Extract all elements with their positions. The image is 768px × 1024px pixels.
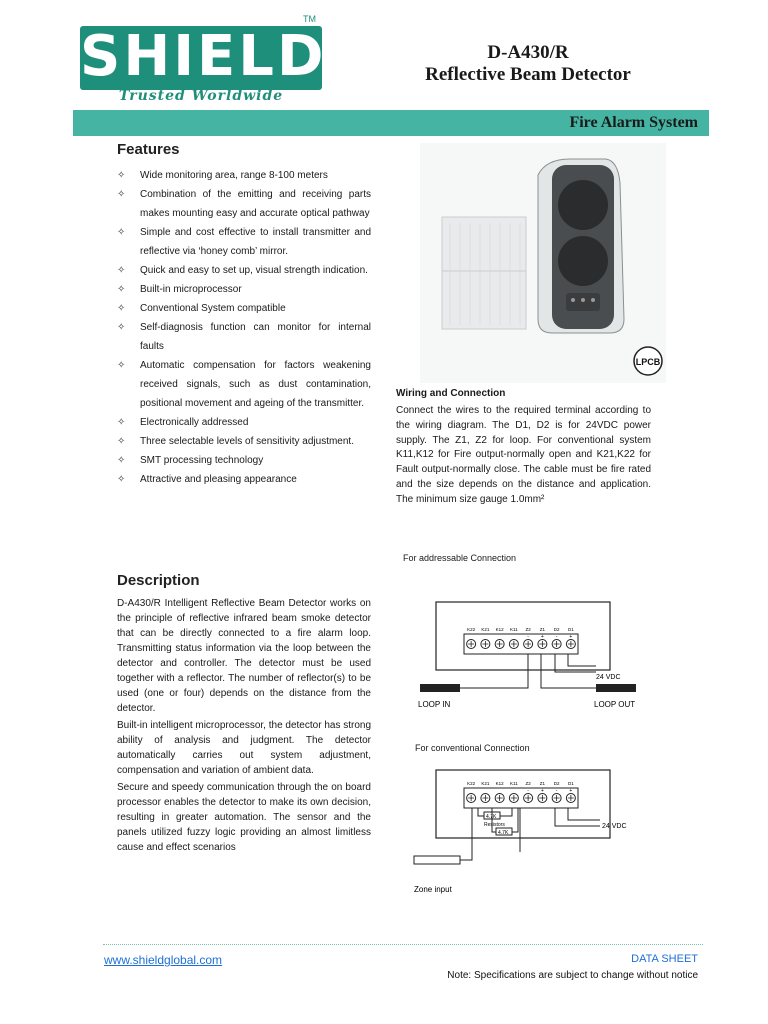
feature-text: Wide monitoring area, range 8-100 meters: [140, 170, 328, 181]
feature-text: SMT processing technology: [140, 455, 264, 466]
loop-in-cable: [420, 684, 460, 692]
svg-text:4.7K: 4.7K: [486, 814, 497, 820]
description-body: [117, 596, 371, 857]
zone-input-cable: [414, 856, 460, 864]
loop-out-label: LOOP OUT: [594, 700, 636, 709]
feature-item: [117, 451, 371, 470]
diamond-bullet-icon: ✧: [117, 170, 126, 181]
feature-item: [117, 185, 371, 223]
terminal-label: D1: [567, 627, 574, 632]
terminal-label: K12: [495, 781, 504, 786]
specification-note: Note: Specifications are subject to change without notice: [447, 970, 698, 981]
terminal-label: K21: [481, 627, 490, 632]
terminal-label: K21: [481, 781, 490, 786]
diamond-bullet-icon: ✧: [117, 189, 126, 200]
terminal-label: Z2: [525, 627, 531, 632]
diamond-bullet-icon: ✧: [117, 436, 126, 447]
conventional-caption: For conventional Connection: [415, 743, 530, 753]
feature-item: [117, 356, 371, 413]
detector-body: [538, 159, 624, 333]
footer-divider: [103, 944, 703, 945]
feature-item: [117, 166, 371, 185]
diamond-bullet-icon: ✧: [117, 322, 126, 333]
diamond-bullet-icon: ✧: [117, 360, 126, 371]
diamond-bullet-icon: ✧: [117, 265, 126, 276]
feature-item: [117, 261, 371, 280]
terminal-label: Z1: [539, 781, 546, 786]
description-heading: Description: [117, 572, 200, 589]
feature-text: Attractive and pleasing appearance: [140, 474, 297, 485]
feature-text: Conventional System compatible: [140, 303, 286, 314]
polarity-mark: -: [555, 788, 558, 794]
terminal-label: K11: [510, 781, 518, 786]
feature-text: Self-diagnosis function can monitor for internal faults: [140, 322, 371, 352]
terminal-group: [467, 781, 576, 803]
feature-item: [117, 470, 371, 489]
terminal-label: Z2: [525, 781, 531, 786]
loop-out-cable: [596, 684, 636, 692]
feature-item: [117, 318, 371, 356]
feature-text: Built-in microprocessor: [140, 284, 242, 295]
feature-item: [117, 413, 371, 432]
product-name: Reflective Beam Detector: [425, 64, 631, 85]
terminal-group: [467, 627, 576, 649]
terminal-label: D1: [567, 781, 574, 786]
lpcb-badge: [634, 347, 662, 375]
resistor-label: Resistors: [484, 822, 505, 828]
logo-wordmark: SHIELD: [80, 24, 327, 89]
svg-text:LPCB: LPCB: [635, 357, 661, 367]
trademark-mark: TM: [303, 14, 316, 24]
product-code: D-A430/R: [487, 42, 569, 63]
polarity-mark: -: [527, 634, 529, 640]
terminal-label: K22: [467, 781, 476, 786]
feature-text: Simple and cost effective to install transmitter and reflective via ‘honey comb’ mirror.: [140, 227, 371, 257]
features-list: [117, 166, 371, 489]
diamond-bullet-icon: ✧: [117, 474, 126, 485]
feature-item: [117, 280, 371, 299]
feature-text: Combination of the emitting and receiving parts makes mounting easy and accurate optical pathway: [140, 189, 371, 219]
feature-item: [117, 223, 371, 261]
wiring-text: Connect the wires to the required terminal according to the wiring diagram. The D1, D2 is for 24VDC power supply. The Z1, Z2 for loop. For conventional system K11,K12 for Fire output-normally open and K21,K22 for Fault output-normally close. The cable must be fire rated and the size depends on the distance and application. The minimum size gauge 1.0mm²: [396, 405, 651, 505]
feature-text: Electronically addressed: [140, 417, 249, 428]
addressable-wiring-diagram: [400, 590, 650, 720]
product-photo: [420, 143, 666, 383]
diamond-bullet-icon: ✧: [117, 303, 126, 314]
polarity-mark: +: [540, 788, 544, 794]
terminal-label: D2: [553, 627, 560, 632]
polarity-mark: -: [527, 788, 529, 794]
feature-item: [117, 432, 371, 451]
category-label: Fire Alarm System: [569, 114, 698, 131]
supply-label: 24 VDC: [596, 674, 621, 681]
logo-tagline: Trusted Worldwide: [118, 88, 284, 104]
terminal-label: K22: [467, 627, 476, 632]
svg-text:4.7K: 4.7K: [498, 830, 509, 836]
polarity-mark: +: [569, 788, 573, 794]
polarity-mark: +: [569, 634, 573, 640]
diamond-bullet-icon: ✧: [117, 455, 126, 466]
feature-item: [117, 299, 371, 318]
features-heading: Features: [117, 141, 180, 158]
feature-text: Three selectable levels of sensitivity adjustment.: [140, 436, 354, 447]
description-paragraph: Built-in intelligent microprocessor, the detector has strong ability of analysis and judgment. The detector automatically carries out system adjustment, compensation and variation of ambient data.: [117, 720, 372, 776]
polarity-mark: -: [555, 634, 558, 640]
conventional-wiring-diagram: [400, 760, 650, 900]
diamond-bullet-icon: ✧: [117, 227, 126, 238]
detector-housing-outline: [436, 602, 610, 670]
detector-housing-outline: [436, 770, 610, 838]
description-paragraph: D-A430/R Intelligent Reflective Beam Detector works on the principle of reflective infrared beam smoke detector that can be directly connected to a fire alarm loop. Transmitting status information via the loop between the detector and controller. The detector must be used together with a reflector. The number of reflector(s) to be used (one or four) depends on the distance from the detector.: [117, 598, 371, 714]
terminal-label: D2: [553, 781, 560, 786]
diamond-bullet-icon: ✧: [117, 284, 126, 295]
zone-input-label: Zone input: [414, 885, 452, 894]
feature-text: Quick and easy to set up, visual strength indication.: [140, 265, 368, 276]
feature-text: Automatic compensation for factors weakening received signals, such as dust contamination, positional movement and ageing of the transmitter.: [140, 360, 371, 409]
addressable-caption: For addressable Connection: [403, 553, 517, 563]
reflector-panel: [442, 217, 526, 329]
description-paragraph: Secure and speedy communication through the on board processor enables the detector to make its own decision, resulting in greater automation. The sensor and the panels utilized fuzzy logic providing an almost limitless cause and effect scenarios: [117, 782, 371, 853]
loop-in-label: LOOP IN: [418, 700, 451, 709]
website-link[interactable]: www.shieldglobal.com: [104, 953, 223, 967]
terminal-label: K12: [495, 627, 504, 632]
data-sheet-label: DATA SHEET: [631, 953, 698, 965]
terminal-label: Z1: [539, 627, 546, 632]
polarity-mark: +: [540, 634, 544, 640]
terminal-label: K11: [510, 627, 518, 632]
supply-label: 24 VDC: [602, 823, 627, 830]
diamond-bullet-icon: ✧: [117, 417, 126, 428]
wiring-heading: Wiring and Connection: [396, 388, 506, 399]
